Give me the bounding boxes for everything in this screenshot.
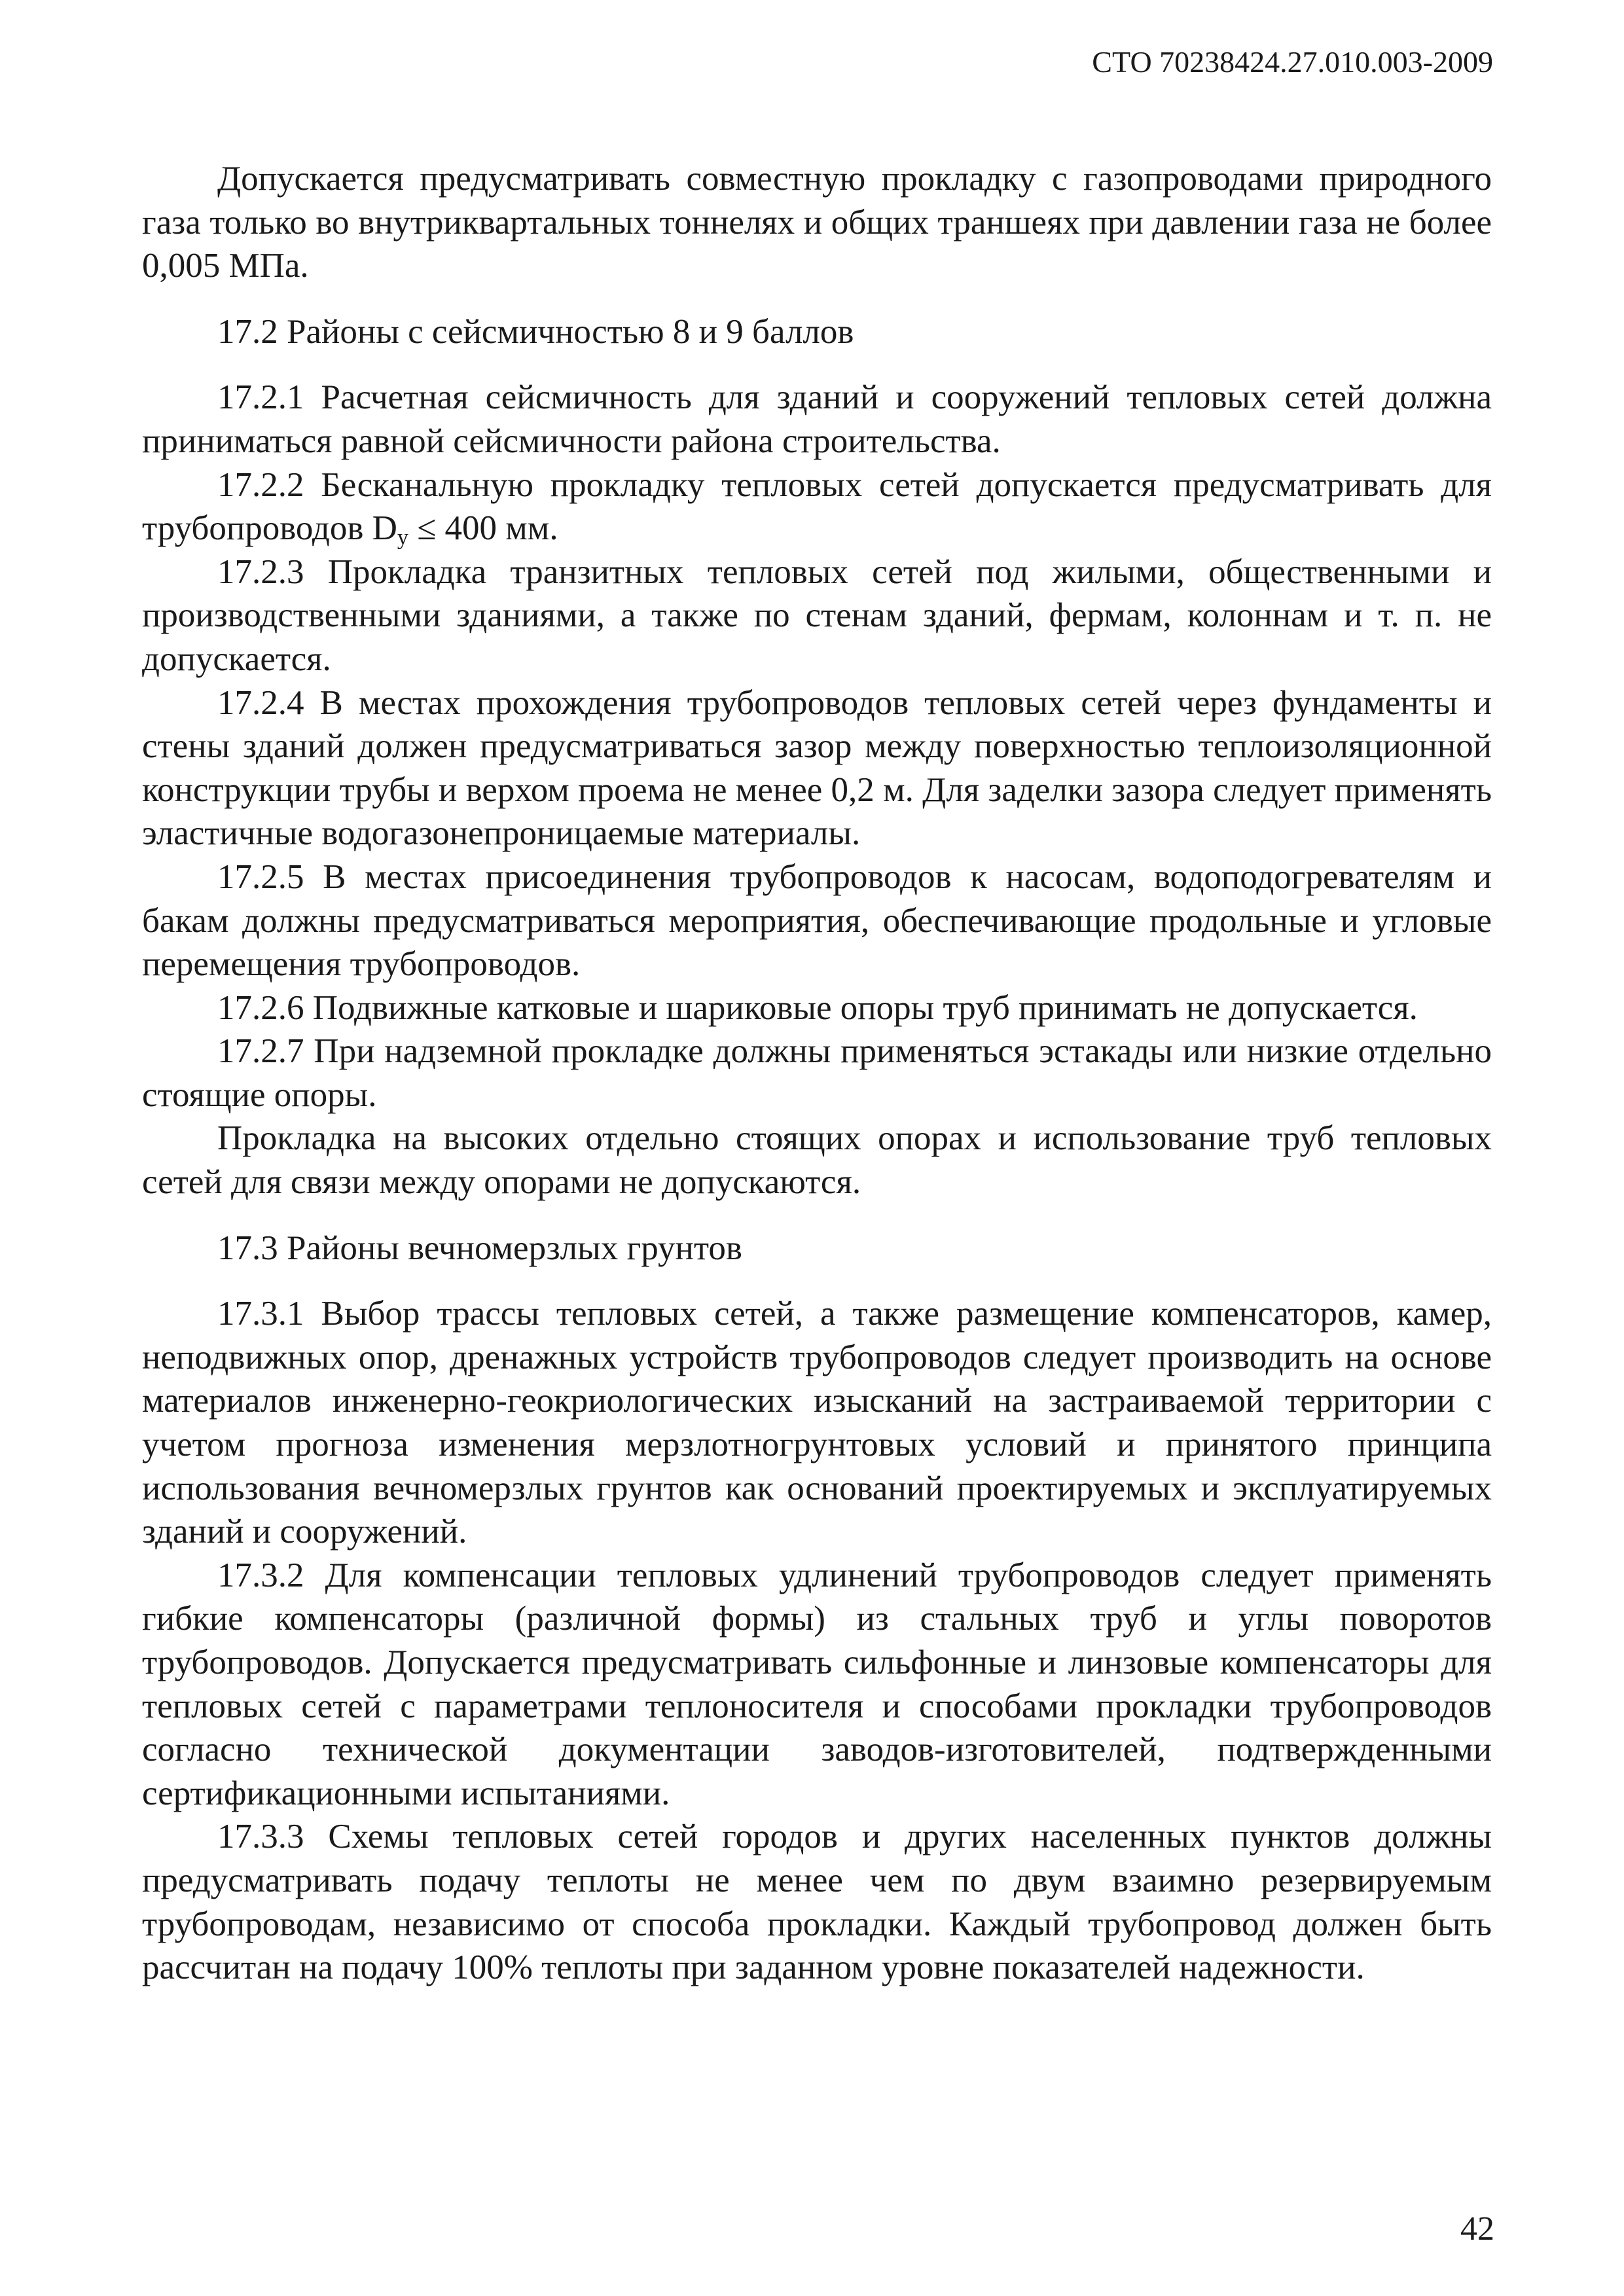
- section-heading-17-3: 17.3 Районы вечномерзлых грунтов: [217, 1229, 742, 1267]
- paragraph-17-2-6: 17.2.6 Подвижные катковые и шариковые опоры труб принимать не допускается.: [217, 988, 1418, 1027]
- paragraph-17-2-7-continued: Прокладка на высоких отдельно стоящих опорах и использование труб тепловых сетей для связи между опорами не допускаются.: [142, 1119, 1492, 1202]
- document-body: [142, 157, 1492, 1990]
- paragraph-gas-pipelines: Допускается предусматривать совместную прокладку с газопроводами природного газа только во внутриквартальных тоннелях и общих траншеях при давлении газа не более 0,005 МПа.: [142, 160, 1492, 285]
- paragraph-17-2-3: 17.2.3 Прокладка транзитных тепловых сетей под жилыми, общественными и производственными зданиями, а также по стенам зданий, фермам, колоннам и т. п. не допускается.: [142, 552, 1492, 678]
- paragraph-17-2-1: 17.2.1 Расчетная сейсмичность для зданий и сооружений тепловых сетей должна приниматься равной сейсмичности района строительства.: [142, 378, 1492, 460]
- paragraph-17-2-2-text: 17.2.2 Бесканальную прокладку тепловых сетей допускается предусматривать для трубопроводов D: [142, 465, 1492, 548]
- paragraph-17-2-4: 17.2.4 В местах прохождения трубопроводов тепловых сетей через фундаменты и стены зданий должен предусматриваться зазор между поверхностью теплоизоляционной конструкции трубы и верхом проема не менее 0,2 м. Для заделки зазора следует применять эластичные водогазонепроницаемые материалы.: [142, 683, 1492, 853]
- paragraph-17-2-2: [142, 463, 1492, 550]
- paragraph-17-2-2-tail: ≤ 400 мм.: [408, 509, 558, 548]
- paragraph-17-2-5: 17.2.5 В местах присоединения трубопроводов к насосам, водоподогревателям и бакам должны предусматриваться мероприятия, обеспечивающие продольные и угловые перемещения трубопроводов.: [142, 857, 1492, 984]
- subscript-y: у: [397, 526, 408, 550]
- section-heading-17-2: 17.2 Районы с сейсмичностью 8 и 9 баллов: [217, 312, 854, 351]
- page-number: 42: [1460, 2210, 1494, 2248]
- paragraph-17-3-2: 17.3.2 Для компенсации тепловых удлинений трубопроводов следует применять гибкие компенсаторы (различной формы) из стальных труб и углы поворотов трубопроводов. Допускается предусматривать сильфонные и линзовые компенсаторы для тепловых сетей с параметрами теплоносителя и способами прокладки трубопроводов согласно технической документации заводов-изготовителей, подтвержденными сертификационными испытаниями.: [142, 1556, 1492, 1812]
- paragraph-17-3-1: 17.3.1 Выбор трассы тепловых сетей, а также размещение компенсаторов, камер, неподвижных опор, дренажных устройств трубопроводов следует производить на основе материалов инженерно-геокриологических изысканий на застраиваемой территории с учетом прогноза изменения мерзлотногрунтовых условий и принятого принципа использования вечномерзлых грунтов как оснований проектируемых и эксплуатируемых зданий и сооружений.: [142, 1295, 1492, 1551]
- document-code: СТО 70238424.27.010.003-2009: [1092, 45, 1493, 79]
- paragraph-17-2-7: 17.2.7 При надземной прокладке должны применяться эстакады или низкие отдельно стоящие опоры.: [142, 1032, 1492, 1114]
- paragraph-17-3-3: 17.3.3 Схемы тепловых сетей городов и других населенных пунктов должны предусматривать подачу теплоты не менее чем по двум взаимно резервируемым трубопроводам, независимо от способа прокладки. Каждый трубопровод должен быть рассчитан на подачу 100% теплоты при заданном уровне показателей надежности.: [142, 1818, 1492, 1987]
